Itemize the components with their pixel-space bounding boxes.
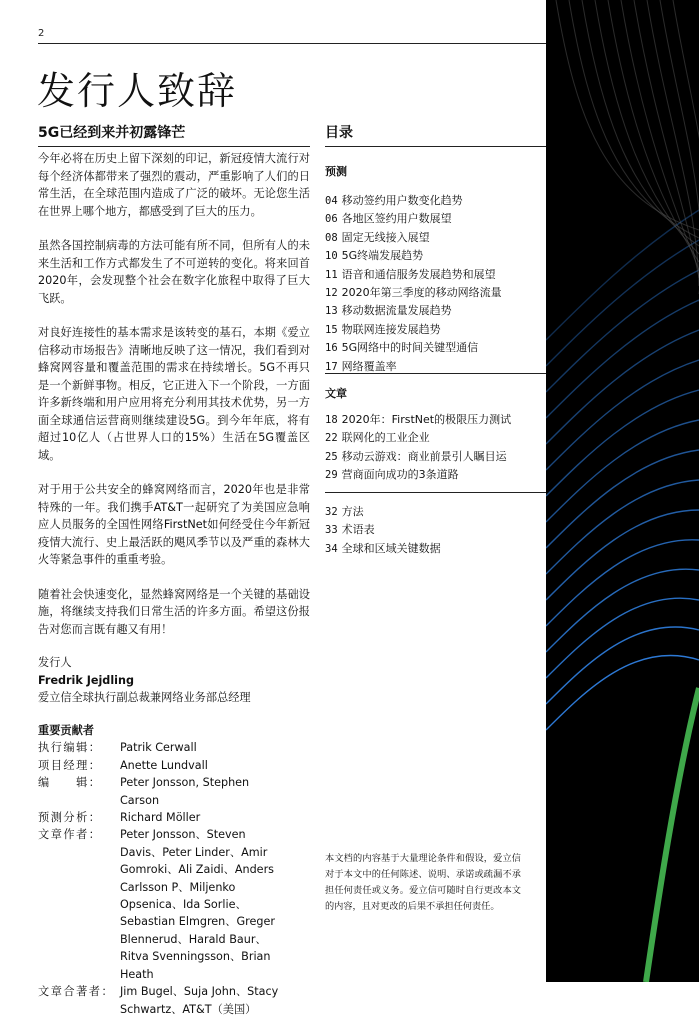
toc-item[interactable] [325,266,550,284]
toc-page-num: 04 [325,195,338,207]
page-title: 发行人致辞 [37,69,238,113]
disclaimer: 本文档的内容基于大量理论条件和假设，爱立信对于本文中的任何陈述、说明、承诺或疏漏不承担任何责任或义务。爱立信可随时自行更改本文的内容，且对更改的后果不承担任何责任。 [325,853,521,912]
toc-list-forecast [325,192,550,376]
paragraph: 随着社会快速变化，显然蜂窝网络是一个关键的基础设施，将继续支持我们日常生活的许多方面。希望这份报告对您而言既有趣又有用！ [38,587,310,636]
toc-item[interactable] [325,503,550,521]
toc-label: 2020年：FirstNet的极限压力测试 [341,413,512,426]
contributor-names: Peter Jonsson, Stephen Carson [120,776,250,807]
paragraph: 对于用于公共安全的蜂窝网络而言，2020年也是非常特殊的一年。我们携手AT&T一起研究了为美国应急响应人员服务的全国性网络FirstNet如何经受住今年新冠疫情大流行、史上最活跃的飓风季节以及严重的森林大火等紧急事件的重重考验。 [38,483,310,566]
toc-label: 固定无线接入展望 [341,230,430,244]
contributor-row [38,983,285,1018]
toc-label: 营商面向成功的3条道路 [341,468,459,482]
toc-item[interactable] [325,540,550,558]
toc-label: 2020年第三季度的移动网络流量 [341,286,502,300]
toc-item[interactable] [325,210,550,228]
contributor-role: 执行编辑： [38,741,102,755]
toc-item[interactable] [325,192,550,210]
contributor-row [38,739,285,756]
toc-label: 各地区签约用户数展望 [341,212,452,226]
toc-page-num: 32 [325,506,338,518]
contributor-role: 预测分析： [38,811,102,825]
toc-page-num: 22 [325,432,338,445]
toc-label: 5G网络中的时间关键型通信 [341,341,479,355]
contributor-role: 文章作者： [38,828,102,842]
signature-label: 发行人 [38,656,72,669]
toc-list-articles [325,411,550,485]
toc-page-num: 11 [325,268,338,281]
decorative-wave-art [546,0,699,982]
toc-label: 术语表 [341,523,375,537]
toc-label: 联网化的工业企业 [341,431,430,445]
paragraph: 今年必将在历史上留下深刻的印记，新冠疫情大流行对每个经济体都带来了强烈的震动，严重影响了人们的日常生活，在全球范围内造成了广泛的破坏。无论您生活在世界上哪个地方，都感受到了巨大的压力。 [38,152,310,218]
toc-page-num: 06 [325,213,338,226]
toc-item[interactable] [325,521,550,539]
toc-label: 网络覆盖率 [341,359,397,373]
toc-section-divider [325,373,546,374]
contributor-role: 项目经理： [38,758,102,772]
toc-label: 移动云游戏：商业前景引人瞩目运 [341,449,507,463]
contributors-title: 重要贡献者 [38,724,94,737]
toc-page-num: 16 [325,342,338,355]
paragraph: 对良好连接性的基本需求是该转变的基石，本期《爱立信移动市场报告》清晰地反映了这一情况，我们看到对蜂窝网容量和覆盖范围的需求在持续增长。5G不再只是一个新鲜事物。相反，它正进入下一个阶段，一方面许多新终端和用户应用将充分利用其技术优势，另一方面全球通信运营商则继续建设5G。到今年年底，将有超过10亿人（占世界人口的15%）生活在5G覆盖区域。 [38,326,310,462]
page-number: 2 [38,28,45,39]
contributor-names: Patrik Cerwall [120,741,197,755]
toc-item[interactable] [325,411,550,429]
contributor-names: Peter Jonsson、Steven Davis、Peter Linder、Amir Gomroki、Ali Zaidi、Anders Carlsson P、Miljenko Opsenica、Ida Sorlie、Sebastian Elmgren、Greger Blennerud、Harald Baur、Ritva Svenningsson、Brian Heath [120,828,275,981]
toc-item[interactable] [325,321,550,339]
toc-page-num: 33 [325,524,338,537]
toc-section-forecast: 预测 [325,165,347,178]
toc-item[interactable] [325,429,550,447]
toc-item[interactable] [325,229,550,247]
lead-divider [38,146,310,147]
toc-section-articles: 文章 [325,387,347,400]
toc-page-num: 13 [325,305,338,318]
toc-list-appendix [325,503,550,558]
contributor-role: 编 辑： [38,776,102,790]
toc-item[interactable] [325,339,550,357]
toc-page-num: 15 [325,323,338,336]
toc-page-num: 25 [325,450,338,463]
contributor-row [38,757,285,774]
toc-page-num: 34 [325,542,338,555]
contributor-role: 文章合著者： [38,985,115,999]
toc-page-num: 12 [325,287,338,300]
toc-label: 5G终端发展趋势 [341,249,424,263]
contributor-names: Anette Lundvall [120,758,208,772]
toc-item[interactable] [325,448,550,466]
signature-role: 爱立信全球执行副总裁兼网络业务部总经理 [38,691,251,704]
paragraph: 虽然各国控制病毒的方法可能有所不同，但所有人的未来生活和工作方式都发生了不可逆转的变化。将来回首2020年，会发现整个社会在数字化旅程中取得了巨大飞跃。 [38,239,310,305]
toc-page-num: 08 [325,231,338,244]
contributor-row [38,774,285,809]
contributor-names: Richard Möller [120,811,201,825]
toc-section-divider [325,492,546,493]
toc-divider [325,146,546,147]
toc-page-num: 18 [325,414,338,426]
signature-name: Fredrik Jejdling [38,673,134,687]
toc-item[interactable] [325,466,550,484]
toc-item[interactable] [325,302,550,320]
toc-item[interactable] [325,284,550,302]
contributors-block [38,722,285,1018]
toc-label: 移动签约用户数变化趋势 [341,194,463,207]
top-divider [38,43,546,44]
contributor-row [38,826,285,983]
lead-heading: 5G已经到来并初露锋芒 [38,125,186,141]
toc-item[interactable] [325,247,550,265]
toc-heading: 目录 [325,125,353,141]
contributor-names: Jim Bugel、Suja John、Stacy Schwartz、AT&T（美国） [120,985,279,1016]
contributor-row [38,809,285,826]
toc-page-num: 10 [325,250,338,263]
toc-label: 语音和通信服务发展趋势和展望 [341,267,496,281]
toc-label: 物联网连接发展趋势 [341,322,441,336]
toc-label: 移动数据流量发展趋势 [341,304,452,318]
toc-page-num: 17 [325,360,338,373]
toc-label: 全球和区域关键数据 [341,541,441,555]
signature-block [38,654,251,707]
toc-page-num: 29 [325,469,338,482]
letter-body [38,150,310,655]
toc-label: 方法 [341,505,364,518]
